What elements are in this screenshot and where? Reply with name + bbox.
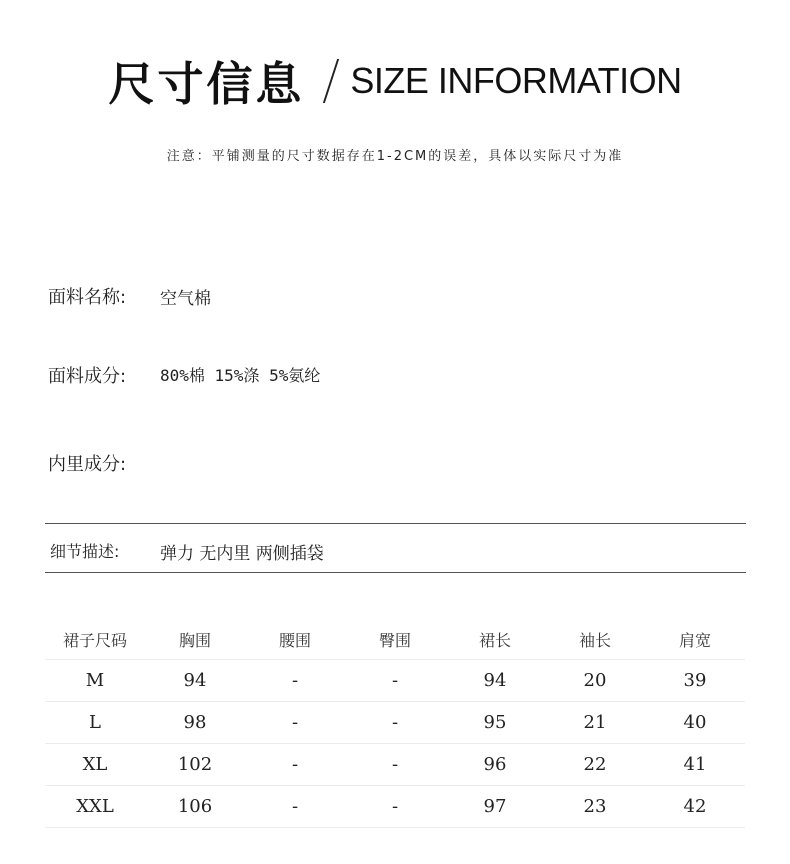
cell-shoulder: 40 <box>645 702 745 744</box>
cell-shoulder: 39 <box>645 660 745 702</box>
header-shoulder: 肩宽 <box>645 619 745 660</box>
header-waist: 腰围 <box>245 619 345 660</box>
table-row <box>45 702 745 744</box>
cell-hip: - <box>345 660 445 702</box>
cell-waist: - <box>245 660 345 702</box>
header-bust: 胸围 <box>145 619 245 660</box>
header-length: 裙长 <box>445 619 545 660</box>
table-row <box>45 660 745 702</box>
cell-sleeve: 23 <box>545 786 645 828</box>
cell-waist: - <box>245 744 345 786</box>
cell-shoulder: 42 <box>645 786 745 828</box>
fabric-name-row <box>48 283 211 309</box>
fabric-name-value: 空气棉 <box>160 289 211 309</box>
measurement-note: 注意：平铺测量的尺寸数据存在1-2CM的误差，具体以实际尺寸为准 <box>166 149 624 164</box>
page-title <box>0 48 790 114</box>
cell-size: L <box>45 702 145 744</box>
cell-hip: - <box>345 702 445 744</box>
size-table <box>45 619 745 828</box>
fabric-composition-row <box>48 362 320 388</box>
title-divider-slash <box>323 59 339 103</box>
cell-length: 97 <box>445 786 545 828</box>
cell-bust: 106 <box>145 786 245 828</box>
cell-sleeve: 22 <box>545 744 645 786</box>
cell-sleeve: 20 <box>545 660 645 702</box>
table-row <box>45 786 745 828</box>
details-row <box>50 539 324 564</box>
details-value: 弹力 无内里 两侧插袋 <box>160 544 324 564</box>
cell-size: XL <box>45 744 145 786</box>
fabric-composition-label: 面料成分: <box>48 366 127 387</box>
size-table-header-row <box>45 619 745 660</box>
header-hip: 臀围 <box>345 619 445 660</box>
lining-composition-label: 内里成分: <box>48 454 127 475</box>
cell-bust: 94 <box>145 660 245 702</box>
cell-bust: 98 <box>145 702 245 744</box>
cell-waist: - <box>245 786 345 828</box>
cell-length: 94 <box>445 660 545 702</box>
cell-size: M <box>45 660 145 702</box>
cell-bust: 102 <box>145 744 245 786</box>
title-chinese: 尺寸信息 <box>108 57 305 111</box>
lining-composition-row <box>48 450 160 476</box>
cell-waist: - <box>245 702 345 744</box>
divider-top <box>45 523 746 524</box>
header-size: 裙子尺码 <box>45 619 145 660</box>
details-label: 细节描述: <box>50 542 120 561</box>
table-row <box>45 744 745 786</box>
cell-hip: - <box>345 786 445 828</box>
cell-length: 96 <box>445 744 545 786</box>
cell-shoulder: 41 <box>645 744 745 786</box>
cell-size: XXL <box>45 786 145 828</box>
header-sleeve: 袖长 <box>545 619 645 660</box>
title-english: SIZE INFORMATION <box>350 60 682 101</box>
fabric-name-label: 面料名称: <box>48 287 127 308</box>
fabric-composition-value: 80%棉 15%涤 5%氨纶 <box>160 366 321 385</box>
cell-length: 95 <box>445 702 545 744</box>
cell-sleeve: 21 <box>545 702 645 744</box>
divider-bottom <box>45 572 746 573</box>
cell-hip: - <box>345 744 445 786</box>
